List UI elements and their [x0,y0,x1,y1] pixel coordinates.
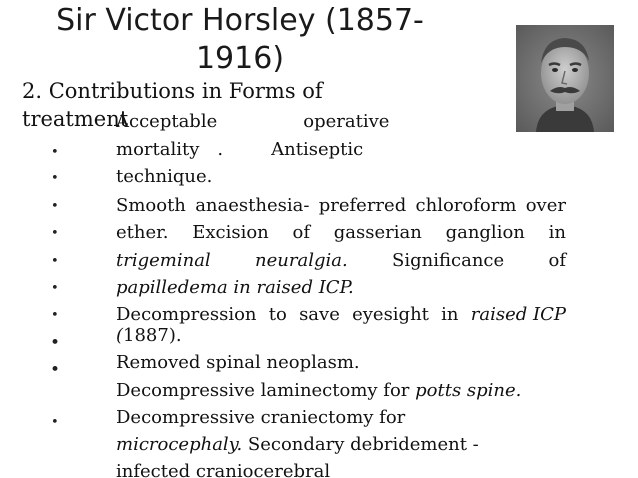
word: of [292,222,311,243]
text-line-1 [116,111,389,133]
word: Excision [192,222,269,243]
text-line-5 [116,222,566,244]
word: over [525,195,566,216]
word: Decompressive laminectomy for [116,380,416,401]
word: eyesight [352,304,429,325]
bullet-9: • [50,360,61,380]
word: to [268,304,287,325]
word: ether. [116,222,169,243]
word: anaesthesia- [195,195,310,216]
word: Antiseptic [271,139,364,160]
text-line-2 [116,139,363,161]
text-line-13 [116,434,479,456]
text-line-4 [116,195,566,217]
word: of [548,250,566,271]
word: preferred [318,195,407,216]
title-line-2: 1916) [195,41,285,76]
word: operative [303,111,390,132]
text-line-11 [116,380,521,402]
text-line-9 [116,325,182,347]
subheading-line-1: 2. Contributions in Forms of [22,79,323,103]
bullet-2: • [51,171,59,186]
word: 1887). [123,325,182,346]
title-line-1: Sir Victor Horsley (1857- [56,3,424,38]
word: mortality [116,139,200,160]
word: gasserian [333,222,422,243]
word: raised ICP [470,304,566,325]
word: ( [116,325,124,346]
text-line-3: technique. [116,166,213,187]
word: in [548,222,566,243]
text-line-8 [116,304,566,326]
text-line-7: papilledema in raised ICP. [116,277,354,298]
word: Acceptable [116,111,218,132]
word: neuralgia. [255,250,348,271]
word: Decompression [116,304,257,325]
text-line-14: infected craniocerebral [116,461,331,478]
bullet-1: • [51,145,59,160]
bullet-10: • [51,415,59,430]
word: trigeminal [116,250,211,271]
portrait-photo-icon [516,25,614,132]
word: . [217,139,224,160]
word: chloroform [415,195,517,216]
bullet-8: • [50,333,61,353]
bullet-6: • [51,281,59,296]
word: potts spine. [415,380,522,401]
word: microcephaly. [116,434,243,455]
text-line-10: Removed spinal neoplasm. [116,352,360,373]
slide-title [30,2,450,78]
text-line-12: Decompressive craniectomy for [116,407,406,428]
word: ganglion [445,222,525,243]
word: Significance [392,250,505,271]
word: in [441,304,459,325]
word: save [299,304,340,325]
subheading-line-2: treatment [22,107,129,131]
word: Secondary debridement - [242,434,479,455]
bullet-4: • [51,226,59,241]
text-line-6 [116,250,566,272]
word: Smooth [116,195,186,216]
bullet-5: • [51,254,59,269]
bullet-3: • [51,199,59,214]
bullet-7: • [51,308,59,323]
